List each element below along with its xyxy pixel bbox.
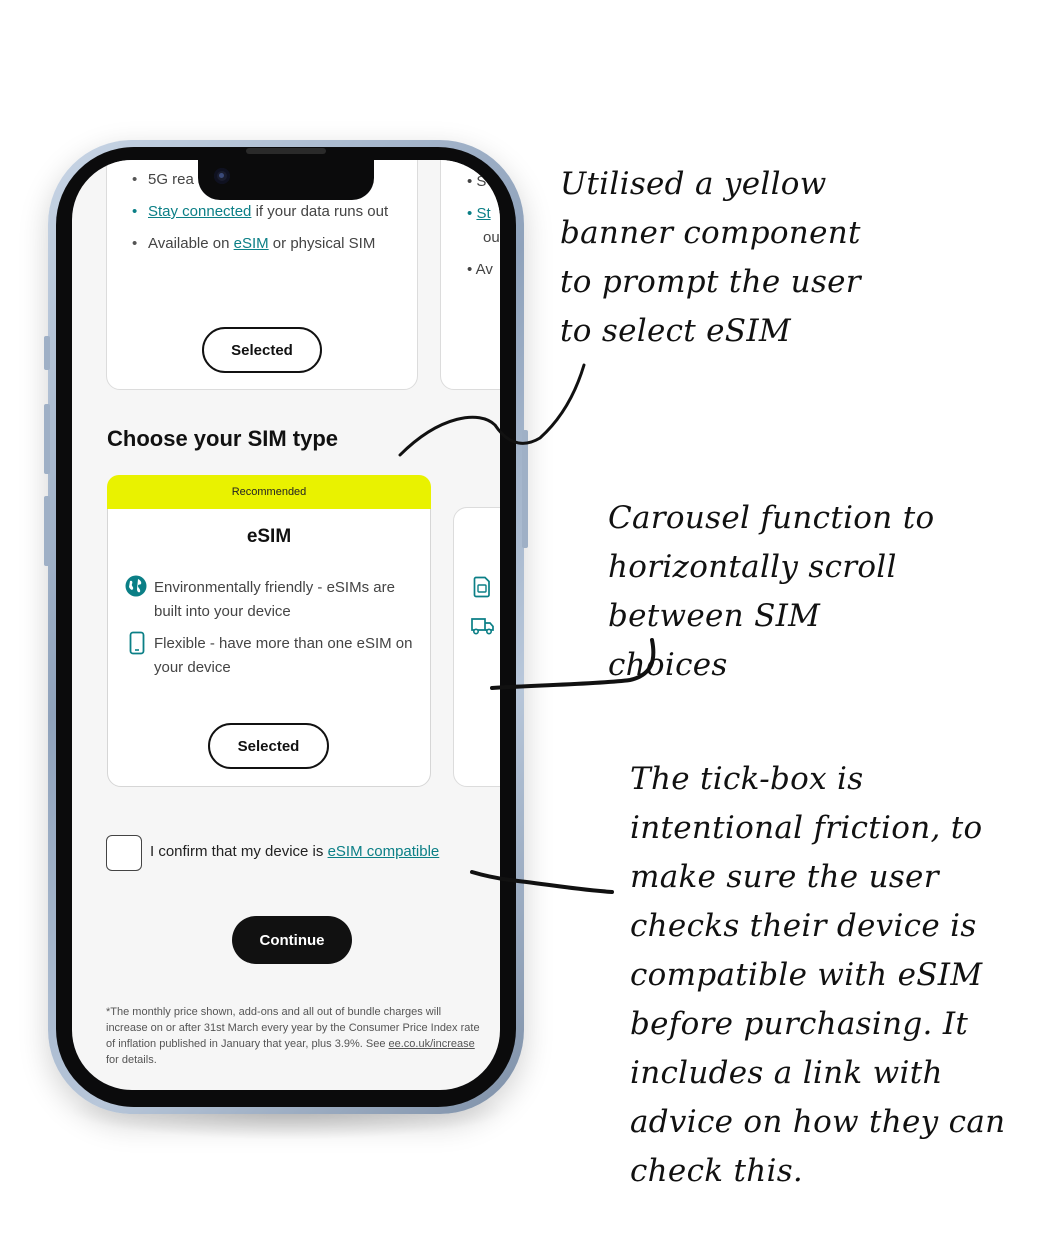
bullet-available: • Available on eSIM or physical SIM (132, 232, 402, 256)
footnote: *The monthly price shown, add-ons and all out of bundle charges will increase on or after 31st March every year by the Consumer Price Index rate of inflation published in January that year, plus 3.9%. See ee.co.uk/increase for details. (106, 1006, 480, 1066)
tickbox-note: The tick-box is intentional friction, to make sure the user checks their device is compatible with eSIM before purchasing. It includes a link with advice on how they can check this. (630, 761, 1006, 1189)
tickbox-pointer (472, 872, 612, 892)
increase-link[interactable]: ee.co.uk/increase (388, 1038, 475, 1050)
esim-card-title: eSIM (246, 526, 292, 547)
speaker-grille (246, 148, 326, 154)
bullet-5g: • 5G rea (132, 168, 402, 192)
front-camera (214, 168, 230, 184)
carousel-note: Carousel function to horizontally scroll between SIM choices (608, 500, 935, 683)
peek-bullet: • S (467, 173, 487, 190)
banner-pointer (400, 365, 584, 455)
recommended-banner: Recommended (107, 475, 431, 509)
peek-bullet: • St (467, 205, 491, 222)
peek-bullet: ou (483, 229, 500, 246)
continue-button[interactable]: Continue (232, 916, 352, 964)
esim-compatible-link[interactable]: eSIM compatible (327, 843, 440, 860)
feature-environment: Environmentally friendly - eSIMs are built into your device (154, 579, 395, 620)
banner-note: Utilised a yellow banner component to prompt the user to select eSIM (560, 166, 861, 349)
esim-selected-button[interactable]: Selected (208, 723, 329, 769)
feature-flexible: Flexible - have more than one eSIM on your device (154, 635, 413, 676)
bullet-stay-connected: • Stay connected if your data runs out (132, 200, 402, 224)
peek-bullet: • Av (467, 261, 493, 278)
plan-selected-button[interactable]: Selected (202, 327, 322, 373)
confirm-text: I confirm that my device is eSIM compatible (150, 843, 440, 860)
stay-connected-link[interactable]: Stay connected (148, 203, 252, 220)
section-title: Choose your SIM type (107, 426, 339, 451)
esim-link[interactable]: eSIM (233, 235, 269, 252)
